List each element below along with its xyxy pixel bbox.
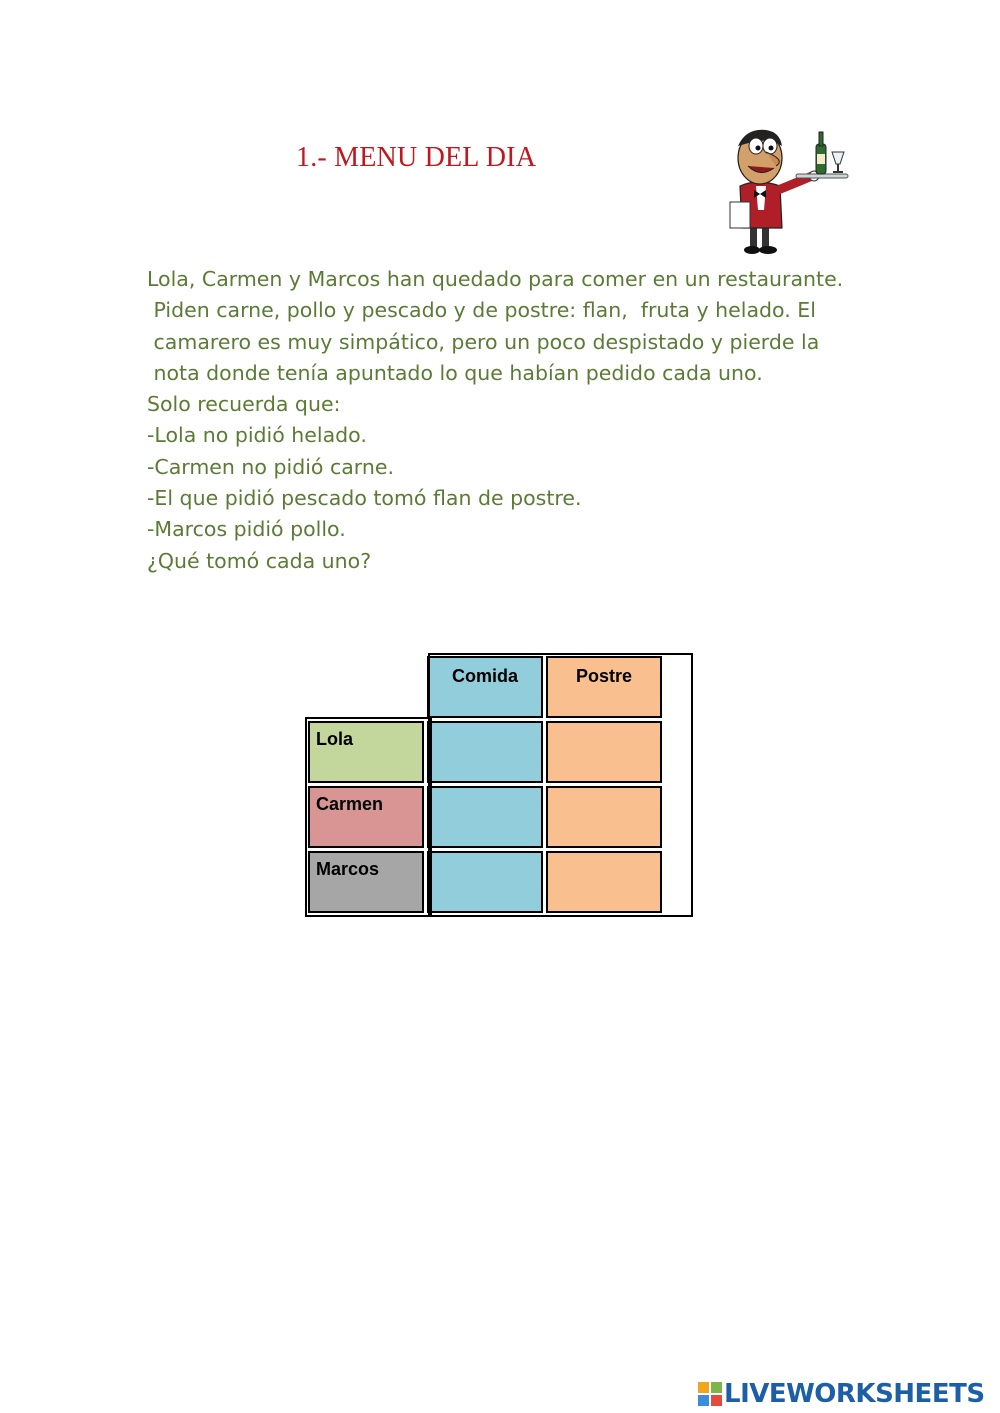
page-title: 1.- MENU DEL DIA	[296, 142, 537, 173]
row-label-marcos: Marcos	[308, 851, 424, 913]
empty-corner-cell	[308, 656, 424, 718]
text-line: Piden carne, pollo y pescado y de postre: flan, fruta y helado. El	[147, 298, 816, 323]
answer-cell-carmen-comida[interactable]	[427, 786, 543, 848]
logo-text: LIVEWORKSHEETS	[724, 1379, 985, 1409]
liveworksheets-logo	[698, 1378, 985, 1410]
clue-line: -Carmen no pidió carne.	[147, 454, 394, 479]
clue-line: -El que pidió pescado tomó flan de postre.	[147, 486, 582, 511]
answer-cell-carmen-postre[interactable]	[546, 786, 662, 848]
clue-line: -Lola no pidió helado.	[147, 423, 367, 448]
text-line: camarero es muy simpático, pero un poco despistado y pierde la	[147, 329, 820, 354]
answer-table	[305, 653, 665, 916]
row-label-carmen: Carmen	[308, 786, 424, 848]
text-line: nota donde tenía apuntado lo que habían pedido cada uno.	[147, 360, 763, 385]
problem-text	[147, 264, 907, 577]
row-label-lola: Lola	[308, 721, 424, 783]
text-line: Lola, Carmen y Marcos han quedado para comer en un restaurante.	[147, 267, 844, 291]
waiter-with-wine-tray-icon	[722, 124, 856, 256]
header-postre: Postre	[546, 656, 662, 718]
answer-cell-lola-comida[interactable]	[427, 721, 543, 783]
text-line: Solo recuerda que:	[147, 392, 341, 417]
question-text: ¿Qué tomó cada uno?	[147, 548, 372, 573]
answer-cell-marcos-comida[interactable]	[427, 851, 543, 913]
liveworksheets-logo-icon	[698, 1382, 722, 1406]
header-comida: Comida	[427, 656, 543, 718]
answer-cell-marcos-postre[interactable]	[546, 851, 662, 913]
answer-cell-lola-postre[interactable]	[546, 721, 662, 783]
clue-line: -Marcos pidió pollo.	[147, 517, 346, 542]
